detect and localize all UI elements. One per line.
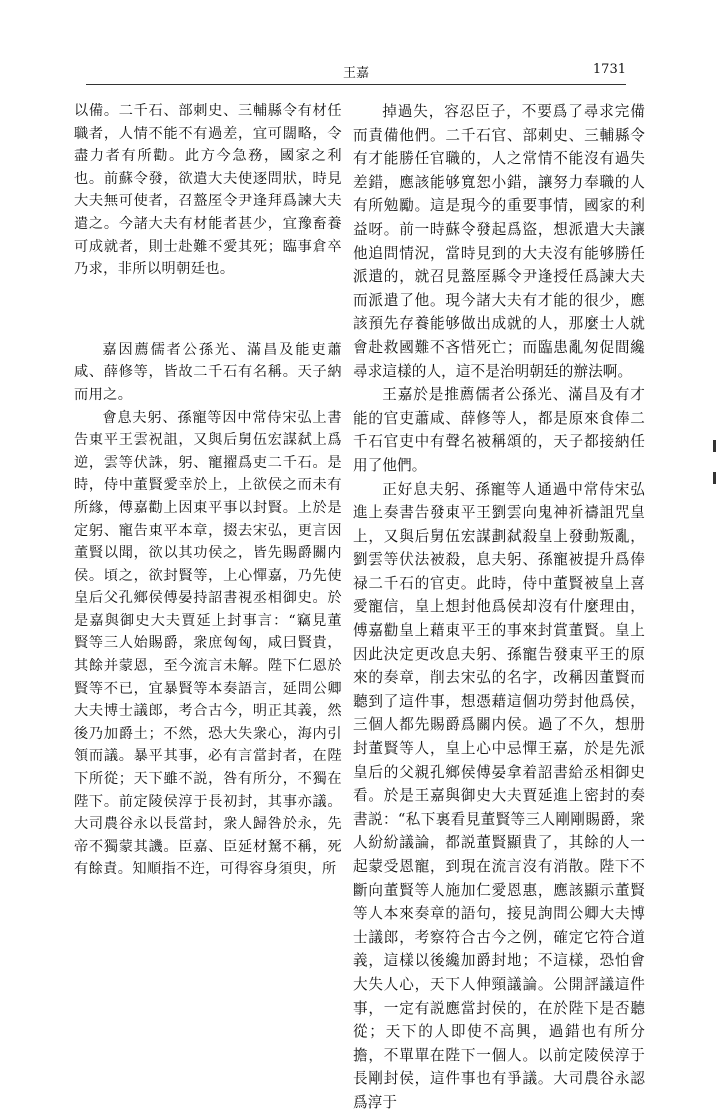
page-header <box>86 62 626 84</box>
classical-text-column <box>74 100 342 980</box>
translation-column <box>353 100 645 1111</box>
translation-paragraph-3: 正好息夫躬、孫寵等人通過中常侍宋弘進上奏書告發東平王劉雲向鬼神祈禱詛咒皇上，又與后舅伍宏謀劃弑殺皇上發動叛亂，劉雲等伏法被殺，息夫躬、孫寵被提升爲俸禄二千石的官吏。此時，侍中董賢被皇上喜愛寵信，皇上想封他爲侯却沒有什麼理由，傅嘉勸皇上藉東平王的事來封賞董賢。皇上因此決定更改息夫躬、孫寵告發東平王的原來的奏章，削去宋弘的名字，改稱因董賢而聽到了這件事，想憑藉這個功勞封他爲侯，三個人都先賜爵爲關内侯。過了不久，想册封董賢等人，皇上心中忌憚王嘉，於是先派皇后的父親孔鄉侯傅晏拿着詔書給丞相御史看。於是王嘉與御史大夫賈延進上密封的奏書説：“私下裏看見董賢等三人剛剛賜爵，衆人紛紛議論，都説董賢顯貴了，其餘的人一起蒙受恩寵，到現在流言沒有消散。陛下不斷向董賢等人施加仁愛恩惠，應該顯示董賢等人本來奏章的語句，接見詢問公卿大夫博士議郎，考察符合古今之例，確定它符合道義，這樣以後纔加爵封地；不這樣，恐怕會大失人心，天下人伸頸議論。公開評議這件事，一定有説應當封侯的，在於陛下是否聽從；天下的人即使不高興，過錯也有所分擔，不單單在陛下一個人。以前定陵侯淳于長剛封侯，這件事也有爭議。大司農谷永認爲淳于 <box>353 480 645 1111</box>
page-number: 1731 <box>592 62 626 77</box>
translation-paragraph-2: 王嘉於是推薦儒者公孫光、滿昌及有才能的官吏蕭咸、薛修等人，都是原來食俸二千石官吏中有聲名被稱頌的，天子都接納任用了他們。 <box>353 386 645 474</box>
translation-paragraph-1: 掉過失，容忍臣子，不要爲了尋求完備而責備他們。二千石官、部刺史、三輔縣令有才能勝任官職的，人之常情不能沒有過失差錯，應該能够寬恕小錯，讓努力奉職的人有所勉勵。這是現今的重要事情，國家的利益呀。前一時蘇令發起爲盜，想派遣大夫讓他追問情況，當時見到的大夫沒有能够勝任派遣的，就召見盩厔縣令尹逢授任爲諫大夫而派遣了他。現今諸大夫有才能的很少，應該預先存養能够做出成就的人，那麼士人就會赴救國難不吝惜死亡；而臨患亂匆促間纔尋求這樣的人，這不是治明朝廷的辦法啊。 <box>353 103 645 380</box>
classical-paragraph-1: 以備。二千石、部刺史、三輔縣令有材任職者，人情不能不有過差，宜可闊略，令盡力者有所勸。此方今急務，國家之利也。前蘇令發，欲遣大夫使逐問狀，時見大夫無可使者，召盩厔令尹逢拜爲諫大夫遣之。今諸大夫有材能者甚少，宜豫畜養可成就者，則士赴難不愛其死；臨事倉卒乃求，非所以明朝廷也。 <box>74 103 342 278</box>
paragraph-gap <box>74 281 342 339</box>
running-title: 王嘉 <box>342 66 369 81</box>
classical-paragraph-3: 會息夫躬、孫寵等因中常侍宋弘上書告東平王雲祝詛，又與后舅伍宏謀弑上爲逆，雲等伏誅，躬、寵擢爲吏二千石。是時，侍中董賢愛幸於上，上欲侯之而未有所緣，傅嘉勸上因東平事以封賢。上於是定躬、寵告東平本章，掇去宋弘，更言因董賢以聞，欲以其功侯之，皆先賜爵關内侯。頃之，欲封賢等，上心憚嘉，乃先使皇后父孔鄉侯傅晏持詔書視丞相御史。於是嘉與御史大夫賈延上封事言：“竊見董賢等三人始賜爵，衆庶匈匈，咸曰賢貴，其餘并蒙恩，至今流言未解。陛下仁恩於賢等不已，宜暴賢等本奏語言，延問公卿大夫博士議郎，考合古今，明正其義，然後乃加爵土；不然，恐大失衆心，海内引領而議。暴平其事，必有言當封者，在陛下所從；天下雖不説，咎有所分，不獨在陛下。前定陵侯淳于長初封，其事亦議。大司農谷永以長當封，衆人歸咎於永，先帝不獨蒙其譏。臣嘉、臣延材駑不稱，死有餘責。知順指不迕，可得容身須臾，所 <box>74 409 342 878</box>
header-rule <box>86 84 626 85</box>
classical-paragraph-2: 嘉因薦儒者公孫光、滿昌及能吏蕭咸、薛修等，皆故二千石有名稱。天子納而用之。 <box>74 341 342 403</box>
